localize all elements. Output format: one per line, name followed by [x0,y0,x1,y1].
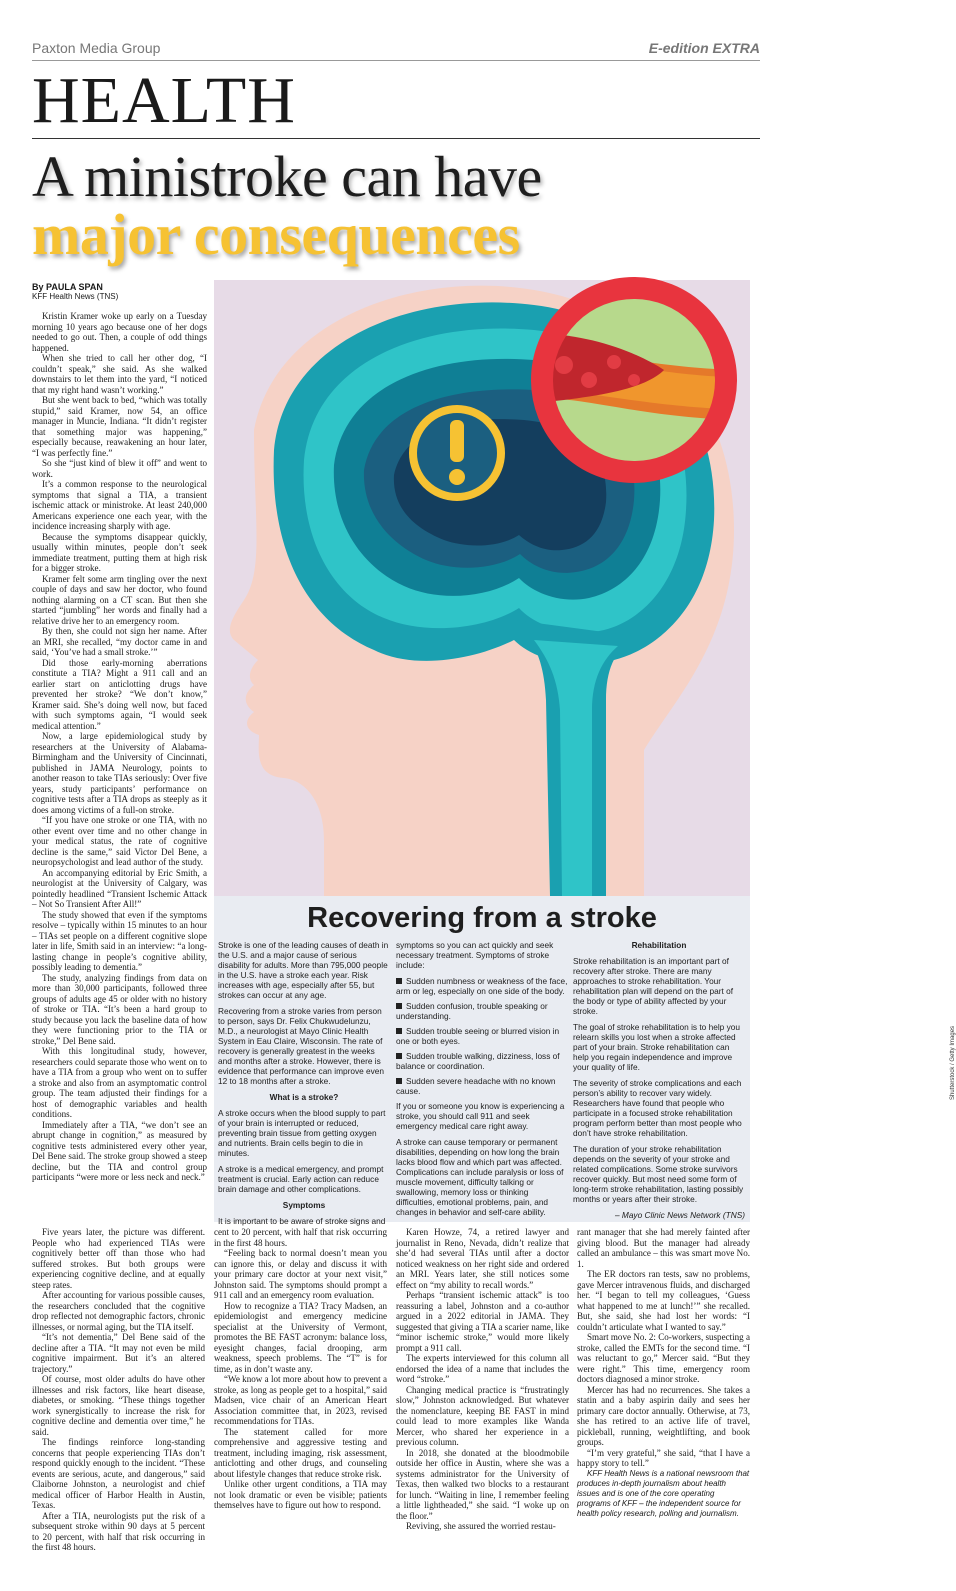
byline-org: KFF Health News (TNS) [32,292,119,301]
article-paragraph: The statement called for more comprehensive and aggressive testing and treatment, including imaging, risk assessment, anticlotting and other drugs, and counseling about lifestyle changes that reduce stroke risk. [214,1426,387,1479]
article-paragraph: “We know a lot more about how to prevent a stroke, as long as people get to a hospital,” said Madsen, vice chair of an American Heart Association committee that, in 2023, revised recommendations for TIAs. [214,1374,387,1426]
masthead-rule [32,60,760,61]
article-paragraph: Unlike other urgent conditions, a TIA may not look dramatic or even be visible; patients themselves have to figure out how to respond. [214,1479,387,1510]
article-paragraph: “It’s not dementia,” Del Bene said of the decline after a TIA. “It may not even be mild cognitive impairment. But it’s an altered trajectory.” [32,1332,205,1374]
edition-label: E-edition EXTRA [648,40,760,56]
article-paragraph: Because the symptoms disappear quickly, usually within minutes, people don’t seek immediate treatment, putting them at high risk for a bigger stroke. [32,531,207,573]
article-paragraph: With this longitudinal study, however, researchers could separate those who went on to have a TIA from a group who went on to suffer a stroke and also from an asymptomatic control group. The team adjusted their findings for a host of demographic variables and health conditions. [32,1046,207,1119]
symptom-bullet [396,1026,568,1046]
symptom-text: Sudden numbness or weakness of the face, arm or leg, especially on one side of the body. [396,976,568,996]
sidebar-paragraph: The severity of stroke complications and each person’s ability to recover vary widely. Researchers have found that people who participate in a focused stroke rehabilitation program perform better than most people who don’t have stroke rehabilitation. [573,1078,742,1138]
article-paragraph: The ER doctors ran tests, saw no problems, gave Mercer intravenous fluids, and discharged her. “I began to tell my colleagues, ‘Guess what happened to me at lunch!’” she recalled. But, she said, she had lost her words: “I couldn’t articulate what I wanted to say.” [577,1269,750,1332]
symptom-bullet [396,976,568,996]
masthead [32,38,760,60]
article-paragraph: The experts interviewed for this column all endorsed the idea of a name that includes the word “stroke.” [396,1353,569,1384]
section-title: HEALTH [32,64,296,137]
square-bullet-icon [396,1028,402,1034]
sidebar-paragraph: A stroke can cause temporary or permanent disabilities, depending on how long the brain lacks blood flow and which part was affected. Complications can include paralysis or loss of muscle movement, difficulty talking or swallowing, memory loss or thinking difficulties, emotional problems, pain, and changes in behavior and self-care ability. [396,1137,564,1217]
article-paragraph: How to recognize a TIA? Tracy Madsen, an epidemiologist and emergency medicine specialist at the University of Vermont, promotes the BE FAST acronym: balance loss, eyesight changes, facial drooping, arm weakness, speech problems. The “T” is for time, as in don’t waste any. [214,1300,387,1374]
article-paragraph: Mercer has had no recurrences. She takes a statin and a baby aspirin daily and sees her primary care doctor annually. Otherwise, at 73, she has retired to an active life of travel, pickleball, running, weightlifting, and book groups. [577,1384,750,1447]
sidebar-column-1 [218,940,390,1226]
sidebar-box [214,896,750,1226]
article-paragraph: “I’m very grateful,” she said, “that I have a happy story to tell.” [577,1447,750,1468]
article-paragraph: So she “just kind of blew it off” and went to work. [32,458,207,479]
symptom-text: Sudden severe headache with no known cause. [396,1076,556,1096]
article-paragraph: “If you have one stroke or one TIA, with no other event over time and no other change in your medical status, the rate of cognitive decline is the same,” said Victor Del Bene, a neuropsychologist and lead author of the study. [32,815,207,867]
symptom-text: Sudden trouble walking, dizziness, loss of balance or coordination. [396,1051,560,1071]
square-bullet-icon [396,1003,402,1009]
sidebar-column-2 [396,940,568,1220]
sidebar-paragraph: If you or someone you know is experiencing a stroke, you should call 911 and seek emergency medical care right away. [396,1101,565,1131]
article-paragraph: By then, she could not sign her name. After an MRI, she recalled, “my doctor came in and said, ‘You’ve had a small stroke.’” [32,626,207,657]
sidebar-paragraph: symptoms so you can act quickly and seek necessary treatment. Symptoms of stroke include: [396,940,554,970]
article-paragraph: Five years later, the picture was different. People who had experienced TIAs were cognitively better off than those who had suffered strokes. But both groups were experiencing cognitive decline, and at equally steep rates. [32,1227,205,1290]
article-paragraph: The findings reinforce long-standing concerns that people experiencing TIAs don’t respond quickly enough to the incident. “These events are serious, acute, and dangerous,” said Claiborne Johnston, a neurologist and chief medical officer of Harbor Health in Austin, Texas. [32,1437,205,1510]
article-paragraph: Changing medical practice is “frustratingly slow,” Johnston acknowledged. But whatever the nomenclature, keeping BE FAST in mind could lead to more examples like Wanda Mercer, who shared her experience in a previous column. [396,1384,569,1447]
byline-author: By PAULA SPAN [32,282,103,292]
article-paragraph: After a TIA, neurologists put the risk of a subsequent stroke within 90 days at 5 percent to 20 percent, with half that risk occurring in the first 48 hours. [32,1510,205,1552]
publisher-name: Paxton Media Group [32,40,161,56]
symptom-bullet [396,1076,568,1096]
sidebar-subhead: What is a stroke? [269,1092,339,1102]
sidebar-paragraph: Stroke rehabilitation is an important part of recovery after stroke. There are many approaches to stroke rehabilitation. Your rehabilitation plan will depend on the part of the body or type of ability affected by your stroke. [573,956,734,1016]
symptom-bullet [396,1001,568,1021]
article-column-bottom-1 [32,1227,205,1581]
article-column-bottom-3 [396,1227,569,1581]
article-paragraph: Of course, most older adults do have other illnesses and risk factors, like heart disease, diabetes, or smoking. “These things together work synergistically to increase the risk for cognitive decline and dementia over time,” he said. [32,1374,205,1437]
article-paragraph: An accompanying editorial by Eric Smith, a neurologist at the University of Calgary, was pointedly headlined “Transient Ischemic Attack – Not So Transient After All!” [32,867,207,909]
sidebar-paragraph: The duration of your stroke rehabilitation depends on the severity of your stroke and related complications. Some stroke survivors recover quickly. But most need some form of long-term stroke rehabilitation, lasting possibly months or years after their stroke. [573,1144,744,1204]
article-paragraph: When she tried to call her other dog, “I couldn’t speak,” she said. As she walked downstairs to let them into the yard, “I noticed that my right hand wasn’t working.” [32,353,207,395]
article-paragraph: Karen Howze, 74, a retired lawyer and journalist in Reno, Nevada, didn’t realize that she’d had several TIAs until after a doctor noticed weakness on her right side and ordered an MRI. Years later, she still notices some effect on “my ability to recall words.” [396,1227,569,1290]
square-bullet-icon [396,1078,402,1084]
sidebar-subhead: Rehabilitation [631,940,687,950]
article-paragraph: After accounting for various possible causes, the researchers concluded that the cognitive drop reflected not demographic factors, chronic illnesses, or normal aging, but the TIA itself. [32,1290,205,1332]
headline-line-2: major consequences [32,202,520,267]
article-paragraph: Smart move No. 2: Co-workers, suspecting a stroke, called the EMTs for the second time. “I was reluctant to go,” Mercer said. “But they were right.” This time, emergency room doctors diagnosed a minor stroke. [577,1332,750,1384]
article-paragraph: cent to 20 percent, with half that risk occurring in the first 48 hours. [214,1227,387,1248]
byline [32,282,212,301]
section-rule [32,138,760,139]
sidebar-paragraph: Recovering from a stroke varies from person to person, says Dr. Felix Chukwudelunzu, M.D., a neurologist at Mayo Clinic Health System in Eau Claire, Wisconsin. The rate of recovery is generally greatest in the weeks and months after a stroke. However, there is evidence that performance can improve even 12 to 18 months after a stroke. [218,1006,385,1086]
article-paragraph: In 2018, she donated at the bloodmobile outside her office in Austin, where she was a systems administrator for the University of Texas, then walked two blocks to a restaurant for lunch. “Waiting in line, I remember feeling a little lightheaded,” she said. “I woke up on the floor.” [396,1447,569,1521]
article-paragraph: Immediately after a TIA, “we don’t see an abrupt change in cognition,” as measured by cognitive tests administered every other year, Del Bene said. The stroke group showed a steep decline, but the TIA and control group participants “were more or less neck and neck.” [32,1119,207,1182]
brain-head-illustration [214,280,750,896]
article-paragraph: It’s a common response to the neurological symptoms that signal a TIA, a transient ischemic attack or ministroke. At least 240,000 Americans experience one each year, with the incidence increasing sharply with age. [32,479,207,531]
sidebar-subhead: Symptoms [282,1200,326,1210]
square-bullet-icon [396,1053,402,1059]
article-paragraph: Kramer felt some arm tingling over the next couple of days and saw her doctor, who found nothing alarming on a CT scan. But then she started “jumbling” her words and finally had a relative drive her to an emergency room. [32,573,207,626]
article-paragraph: rant manager that she had merely fainted after giving blood. But the manager had already called an ambulance – this was smart move No. 1. [577,1227,750,1269]
symptom-bullet [396,1051,568,1071]
sidebar-column-3 [573,940,745,1220]
sidebar-paragraph: It is important to be aware of stroke signs and [218,1216,386,1226]
article-paragraph: Did those early-morning aberrations constitute a TIA? Might a 911 call and an earlier start on anticlotting drugs have prevented her stroke? “We don’t know,” Kramer said. She’s doing well now, but faced with such symptoms again, “I would seek medical attention.” [32,657,207,731]
article-column-bottom-2 [214,1227,387,1581]
sidebar-source: – Mayo Clinic News Network (TNS) [614,1210,745,1220]
article-paragraph: Now, a large epidemiological study by researchers at the University of Alabama-Birmingham and the University of Cincinnati, published in JAMA Neurology, points to another reason to take TIAs seriously: Over five years, study participants’ performance on cognitive tests after a TIA drops as steeply as it does among victims of a full-on stroke. [32,731,207,815]
publisher-note: KFF Health News is a national newsroom that produces in-depth journalism about health issues and is one of the core operating programs of KFF – the independent source for health policy research, polling and journalism. [577,1468,750,1518]
article-paragraph: Kristin Kramer woke up early on a Tuesday morning 10 years ago because one of her dogs needed to go out. Then, a couple of odd things happened. [32,311,207,353]
article-column-bottom-4 [577,1227,750,1581]
article-paragraph: “Feeling back to normal doesn’t mean you can ignore this, or delay and discuss it with your primary care doctor at your next visit,” Johnston said. The symptoms should prompt a 911 call and an emergency room evaluation. [214,1248,387,1300]
symptom-text: Sudden confusion, trouble speaking or understanding. [396,1001,548,1021]
headline-line-1: A ministroke can have [32,144,542,209]
photo-credit: Shutterstock / Getty Images [950,1025,956,1100]
article-paragraph: But she went back to bed, “which was totally stupid,” said Kramer, now 54, an office manager in Muncie, Indiana. “It didn’t register that something major was happening,” especially because, reawakening an hour later, “I was perfectly fine.” [32,395,207,458]
sidebar-title: Recovering from a stroke [307,902,657,934]
article-paragraph: Reviving, she assured the worried restau- [406,1521,556,1531]
sidebar-paragraph: A stroke occurs when the blood supply to part of your brain is interrupted or reduced, preventing brain tissue from getting oxygen and nutrients. Brain cells begin to die in minutes. [218,1108,386,1158]
symptom-text: Sudden trouble seeing or blurred vision in one or both eyes. [396,1026,560,1046]
article-paragraph: The study, analyzing findings from data on more than 30,000 participants, followed three groups of adults age 45 or older with no history of stroke or TIA. “It’s been a hard group to study because you lack the baseline data of how they were functioning prior to the TIA or stroke,” Del Bene said. [32,972,207,1046]
sidebar-paragraph: The goal of stroke rehabilitation is to help you relearn skills you lost when a stroke affected part of your brain. Stroke rehabilitation can help you regain independence and improve your quality of life. [573,1022,740,1072]
article-paragraph: Perhaps “transient ischemic attack” is too reassuring a label, Johnston and a co-author argued in a 2022 editorial in JAMA. They suggested that giving a TIA a scarier name, like “minor ischemic stroke,” would more likely prompt a 911 call. [396,1290,569,1353]
square-bullet-icon [396,978,402,984]
sidebar-paragraph: Stroke is one of the leading causes of death in the U.S. and a major cause of serious disability for adults. More than 795,000 people in the U.S. have a stroke each year. Risk increases with age, especially after 55, but strokes can occur at any age. [218,940,389,1000]
article-paragraph: The study showed that even if the symptoms resolve – typically within 15 minutes to an hour – TIAs set people on a different cognitive slope later in life, Smith said in an interview: “a long-lasting change in people’s cognitive ability, possibly leading to dementia.” [32,909,207,972]
sidebar-paragraph: A stroke is a medical emergency, and prompt treatment is crucial. Early action can reduce brain damage and other complications. [218,1164,384,1194]
